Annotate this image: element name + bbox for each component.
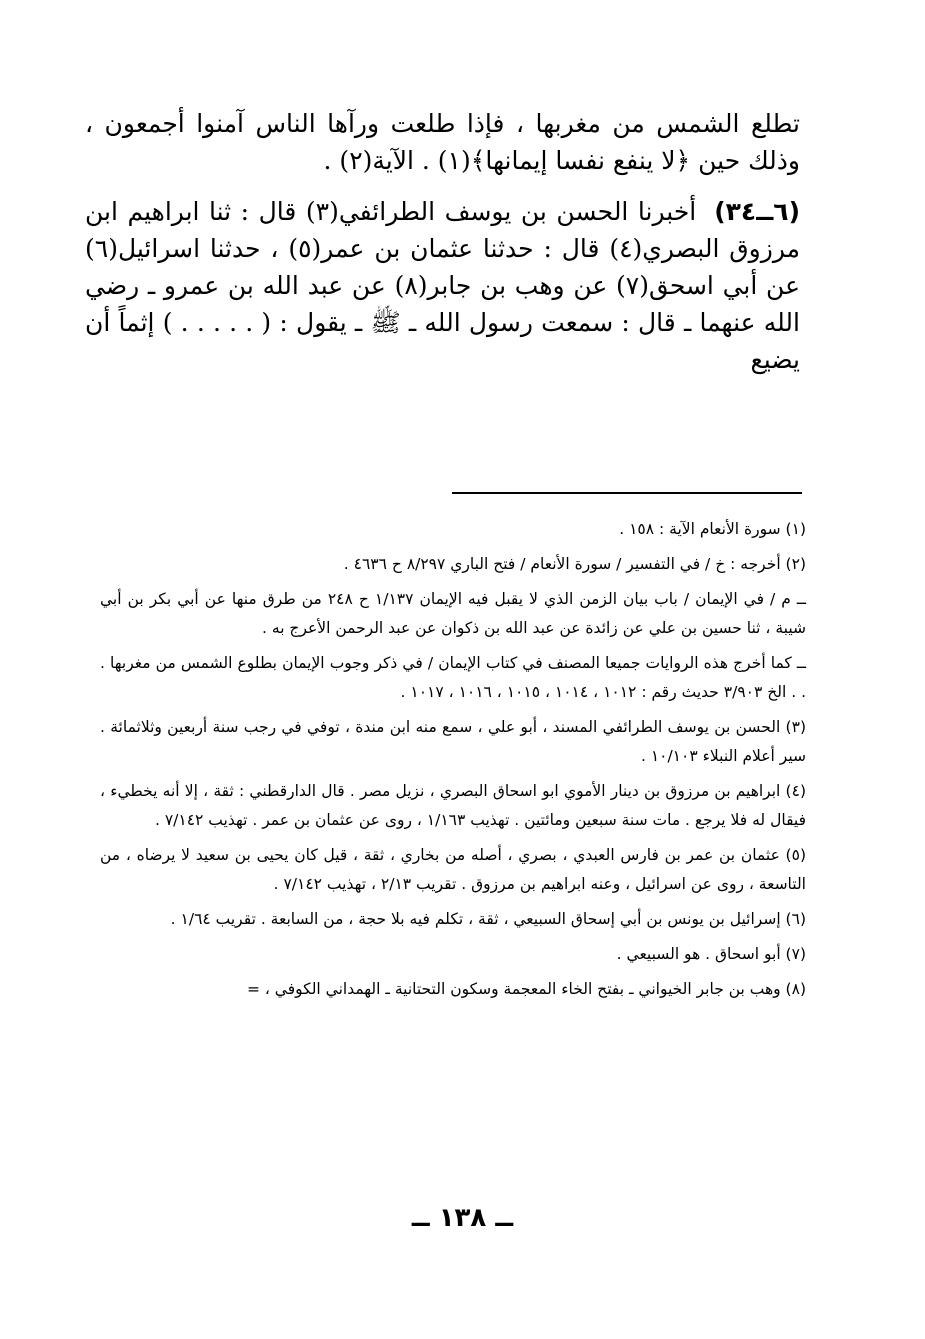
hadith-text: أخبرنا الحسن بن يوسف الطرائفي(٣) قال : ثنا ابراهيم ابن مرزوق البصري(٤) قال : حدثنا عثمان بن عمر(٥) ، حدثنا اسرائيل(٦) عن أبي اسحق(٧) عن وهب بن جابر(٨) عن عبد الله بن عمرو ـ رضي الله عنهما ـ قال : سمعت رسول الله ـ ﷺ ـ يقول : ( . . . . . ) إثماً أن يضيع: [85, 197, 801, 374]
footnote-2: (٢) أخرجه : خ / في التفسير / سورة الأنعام / فتح الباري ٨/٢٩٧ ح ٤٦٣٦ .: [343, 555, 806, 573]
footnote-3: (٣) الحسن بن يوسف الطرائفي المسند ، أبو علي ، سمع منه ابن مندة ، توفي في رجب سنة أربعين وثلاثمائة . سير أعلام النبلاء ١٠/١٠٣ .: [100, 718, 806, 765]
footnotes: [100, 515, 806, 1010]
footnote-7: (٧) أبو اسحاق . هو السبيعي .: [616, 945, 806, 963]
footnote-separator: [452, 492, 802, 494]
footnote-2-cont-b: ــ كما أخرج هذه الروايات جميعا المصنف في كتاب الإيمان / في ذكر وجوب الإيمان بطلوع الشمس من مغربها . . . الخ ٣/٩٠٣ حديث رقم : ١٠١٢ ، ١٠١٤ ، ١٠١٥ ، ١٠١٦ ، ١٠١٧ .: [100, 654, 806, 701]
intro-paragraph: تطلع الشمس من مغربها ، فإذا طلعت ورآها الناس آمنوا أجمعون ، وذلك حين ﴿لا ينفع نفسا إيمانها﴾(١) . الآية(٢) .: [85, 109, 800, 175]
page-number: ــ ١٣٨ ــ: [411, 1203, 514, 1233]
footnote-2-cont-a: ــ م / في الإيمان / باب بيان الزمن الذي لا يقبل فيه الإيمان ١/١٣٧ ح ٢٤٨ من طرق منها عن أبي بكر بن أبي شيبة ، ثنا حسين بن علي عن زائدة عن عبد الله بن ذكوان عن عبد الرحمن الأعرج به .: [100, 590, 807, 637]
footnote-4: (٤) ابراهيم بن مرزوق بن دينار الأموي ابو اسحاق البصري ، نزيل مصر . قال الدارقطني : ثقة ، إلا أنه يخطيء ، فيقال له فلا يرجع . مات سنة سبعين ومائتين . تهذيب ١/١٦٣ ، روى عن عثمان بن عمر . تهذيب ٧/١٤٢ .: [100, 782, 806, 829]
footnote-1: (١) سورة الأنعام الآية : ١٥٨ .: [619, 520, 806, 538]
footnote-5: (٥) عثمان بن عمر بن فارس العبدي ، بصري ، أصله من بخاري ، ثقة ، قيل كان يحيى بن سعيد لا يرضاه ، من التاسعة ، روى عن اسرائيل ، وعنه ابراهيم بن مرزوق . تقريب ٢/١٣ ، تهذيب ٧/١٤٢ .: [100, 846, 806, 893]
hadith-paragraph: [85, 193, 800, 378]
footnote-6: (٦) إسرائيل بن يونس بن أبي إسحاق السبيعي ، ثقة ، تكلم فيه بلا حجة ، من السابعة . تقريب ١/٦٤ .: [170, 910, 806, 928]
footnote-8: (٨) وهب بن جابر الخيواني ـ بفتح الخاء المعجمة وسكون التحتانية ـ الهمداني الكوفي ، =: [246, 980, 806, 998]
main-text: [85, 105, 800, 378]
hadith-number: (٦ــ٣٤): [714, 197, 800, 226]
